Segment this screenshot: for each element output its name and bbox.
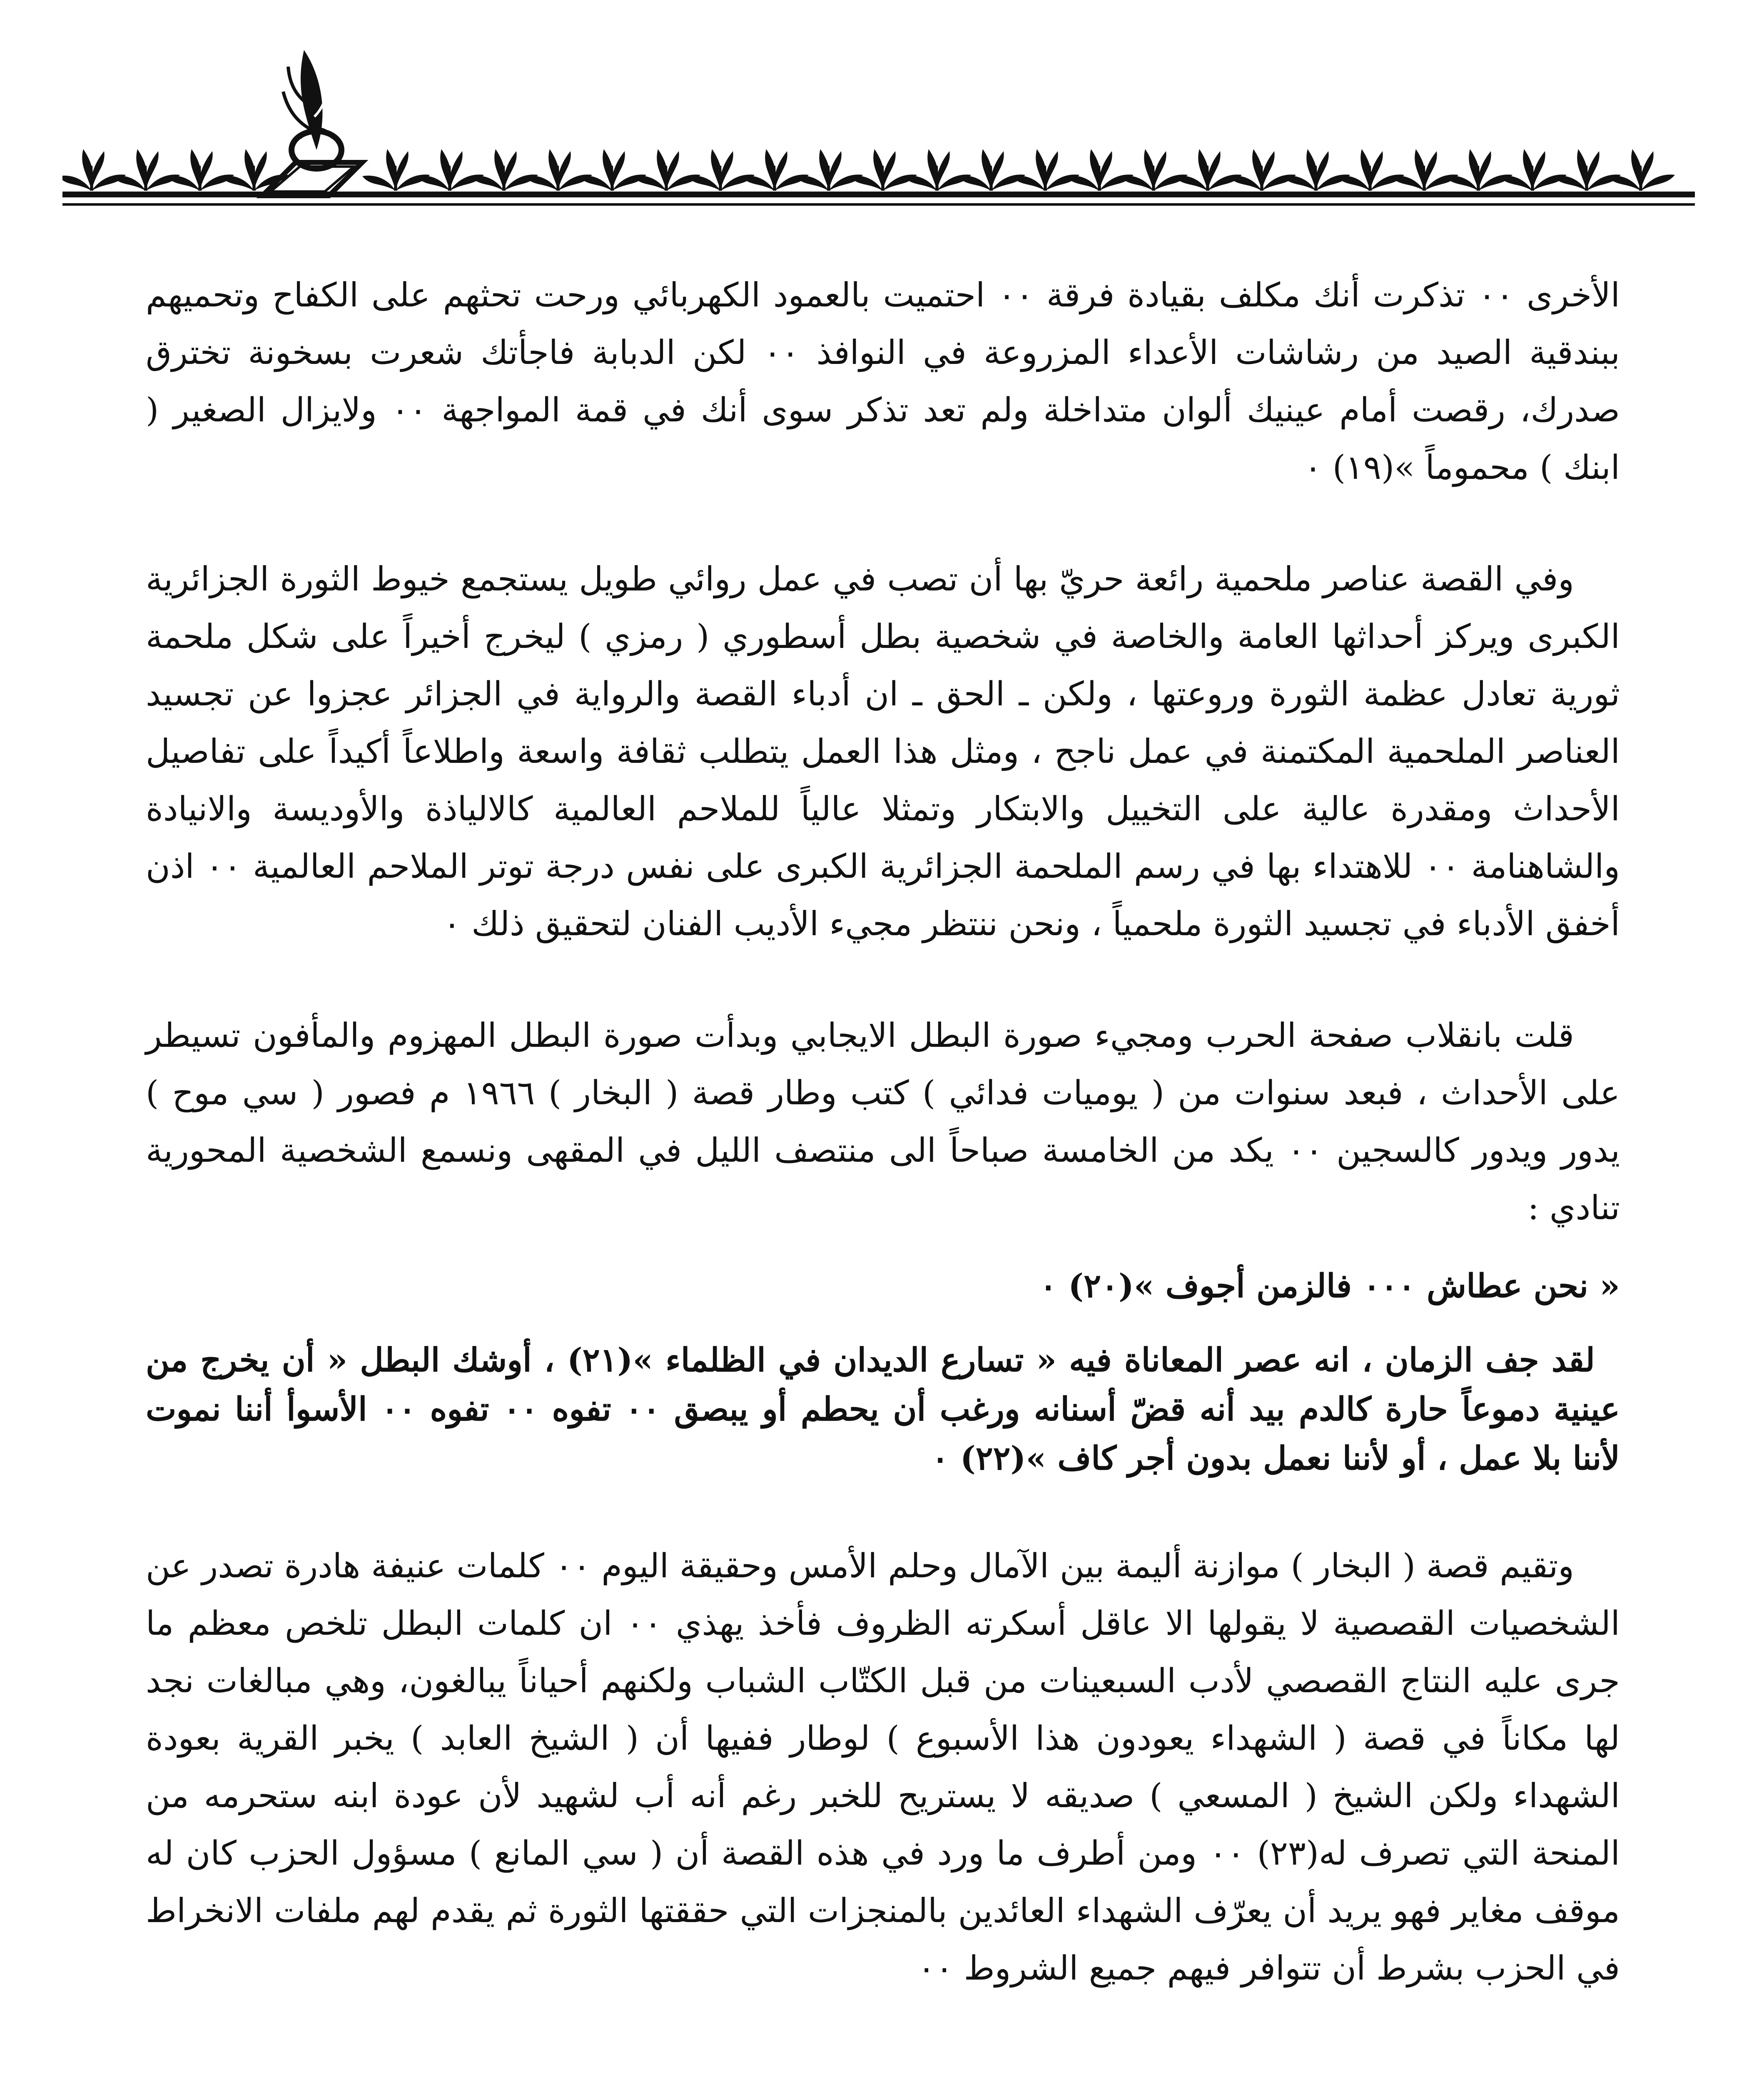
paragraph-gap — [146, 1311, 1620, 1336]
paragraph-4: وتقيم قصة ( البخار ) موازنة أليمة بين الآمال وحلم الأمس وحقيقة اليوم ٠٠ كلمات عنيفة هادرة تصدر عن الشخصيات القصصية لا يقولها الا عاقل أسكرته الظروف فأخذ يهذي ٠٠ ان كلمات البطل تلخص معظم ما جرى عليه النتاج القصصي لأدب السبعينات من قبل الكتّاب الشباب ولكنهم أحياناً يبالغون، وهي مبالغات نجد لها مكاناً في قصة ( الشهداء يعودون هذا الأسبوع ) لوطار ففيها أن ( الشيخ العابد ) يخبر القرية بعودة الشهداء ولكن الشيخ ( المسعي ) صديقه لا يستريح للخبر رغم أنه أب لشهيد لأن عودة ابنه ستحرمه من المنحة التي تصرف له(٢٣) ٠٠ ومن أطرف ما ورد في هذه القصة أن ( سي المانع ) مسؤول الحزب كان له موقف مغاير فهو يريد أن يعرّف الشهداء العائدين بالمنجزات التي حققتها الثورة ثم يقدم لهم ملفات الانخراط في الحزب بشرط أن تتوافر فيهم جميع الشروط ٠٠ — [146, 1547, 1620, 1987]
header-ornament — [62, 42, 1695, 221]
quotation-1: « نحن عطاش ٠٠٠ فالزمن أجوف »(٢٠) ٠ — [1039, 1267, 1620, 1305]
quill-inkwell-border-icon — [62, 42, 1695, 221]
paragraph-3: قلت بانقلاب صفحة الحرب ومجيء صورة البطل الايجابي وبدأت صورة البطل المهزوم والمأفون تسيطر على الأحداث ، فبعد سنوات من ( يوميات فدائي ) كتب وطار قصة ( البخار ) ١٩٦٦ م فصور ( سي موح ) يدور ويدور كالسجين ٠٠ يكد من الخامسة صباحاً الى منتصف الليل في المقهى ونسمع الشخصية المحورية تنادي : — [146, 1016, 1620, 1227]
article-body — [146, 266, 1620, 1997]
paragraph-gap — [146, 953, 1620, 1007]
paragraph-gap — [146, 496, 1620, 550]
paragraph-gap — [146, 1483, 1620, 1537]
paragraph-1: الأخرى ٠٠ تذكرت أنك مكلف بقيادة فرقة ٠٠ احتميت بالعمود الكهربائي ورحت تحثهم على الكفاح وتحميهم ببندقية الصيد من رشاشات الأعداء المزروعة في النوافذ ٠٠ لكن الدبابة فاجأتك شعرت بسخونة تخترق صدرك، رقصت أمام عينيك ألوان متداخلة ولم تعد تذكر سوى أنك في قمة المواجهة ٠٠ ولايزال الصغير ( ابنك ) محموماً »(١٩) ٠ — [146, 276, 1620, 487]
paragraph-2: وفي القصة عناصر ملحمية رائعة حريّ بها أن تصب في عمل روائي طويل يستجمع خيوط الثورة الجزائرية الكبرى ويركز أحداثها العامة والخاصة في شخصية بطل أسطوري ( رمزي ) ليخرج أخيراً على شكل ملحمة ثورية تعادل عظمة الثورة وروعتها ، ولكن ـ الحق ـ ان أدباء القصة والرواية في الجزائر عجزوا عن تجسيد العناصر الملحمية المكتمنة في عمل ناجح ، ومثل هذا العمل يتطلب ثقافة واسعة واطلاعاً أكيداً على تفاصيل الأحداث ومقدرة عالية على التخييل والابتكار وتمثلا عالياً للملاحم العالمية كالالياذة والأوديسة والانيادة والشاهنامة ٠٠ للاهتداء بها في رسم الملحمة الجزائرية الكبرى على نفس درجة توتر الملاحم العالمية ٠٠ اذن أخفق الأدباء في تجسيد الثورة ملحمياً ، ونحن ننتظر مجيء الأديب الفنان لتحقيق ذلك ٠ — [146, 560, 1620, 943]
quotation-2: لقد جف الزمان ، انه عصر المعاناة فيه « تسارع الديدان في الظلماء »(٢١) ، أوشك البطل « أن يخرج من عينية دموعاً حارة كالدم بيد أنه قضّ أسنانه ورغب أن يحطم أو يبصق ٠٠ تفوه ٠٠ تفوه ٠٠ الأسوأ أننا نموت لأننا بلا عمل ، أو لأننا نعمل بدون أجر كاف »(٢٢) ٠ — [146, 1341, 1620, 1477]
paragraph-gap — [146, 1237, 1620, 1262]
